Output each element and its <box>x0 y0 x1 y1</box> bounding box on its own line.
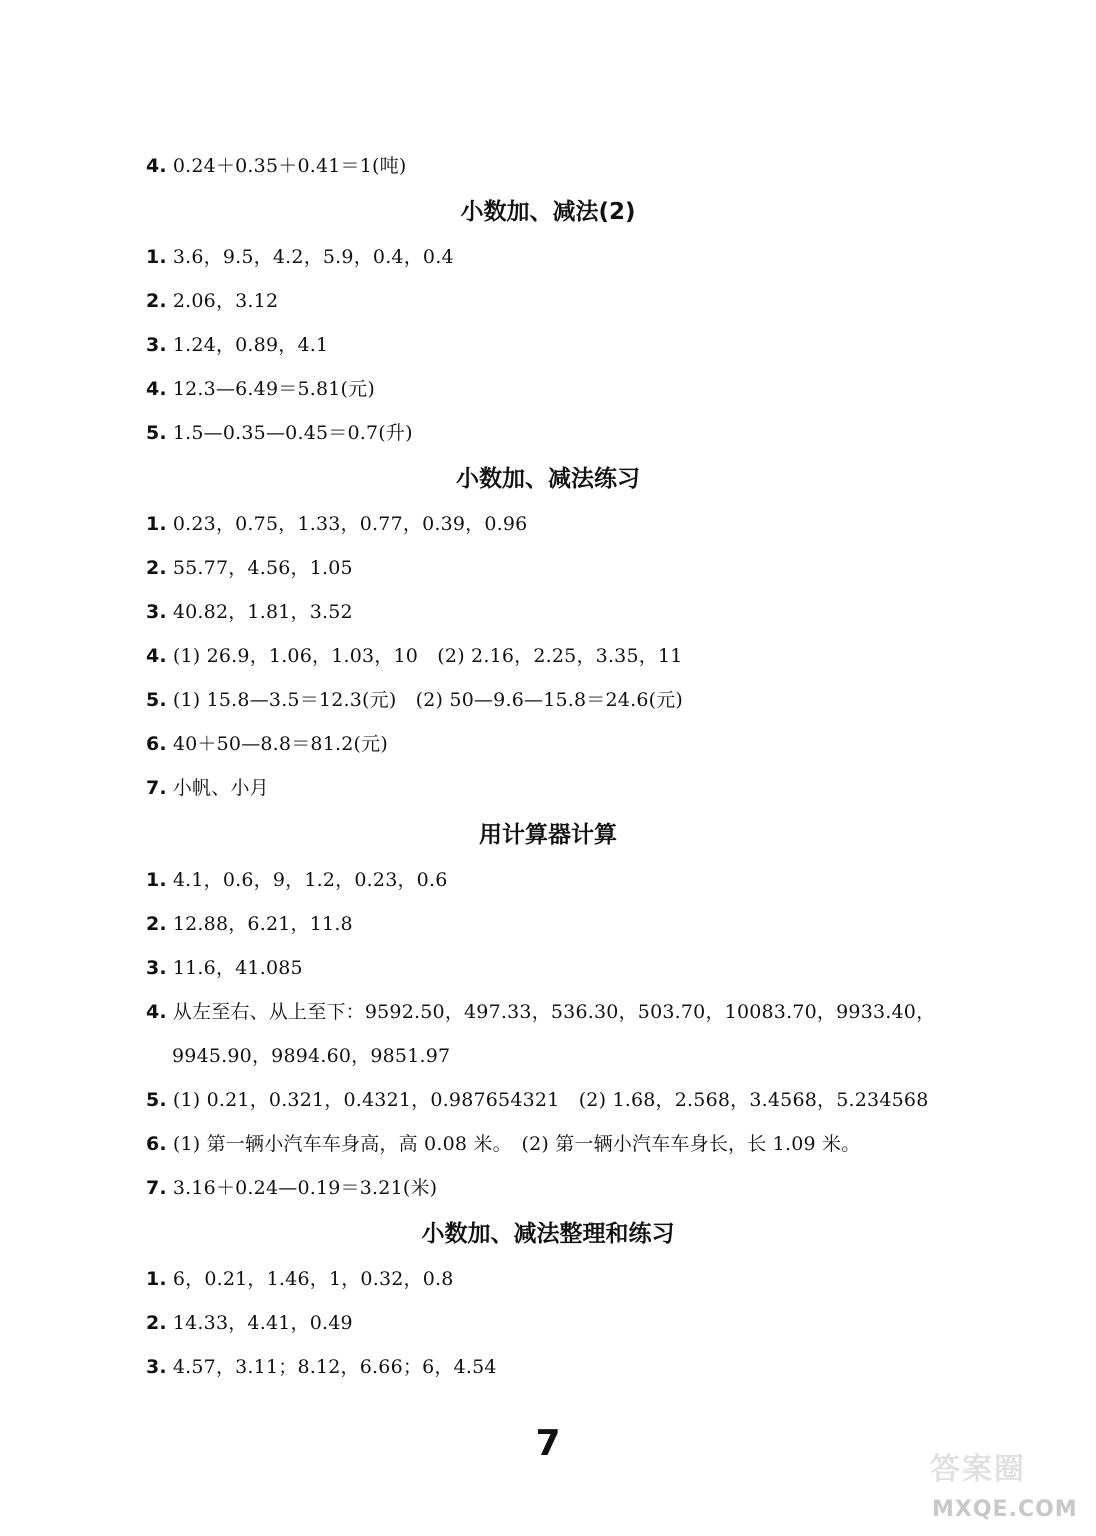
section-heading: 小数加、减法练习 <box>456 466 640 492</box>
answer-line <box>146 1355 497 1379</box>
item-number: 7. <box>146 777 167 799</box>
answer-line <box>146 421 413 445</box>
answer-line <box>146 377 375 401</box>
item-text: 从左至右、从上至下：9592.50，497.33，536.30，503.70，10083.70，9933.40， <box>172 1001 936 1023</box>
item-number: 2. <box>146 1312 167 1334</box>
item-text: 40＋50—8.8＝81.2(元) <box>172 733 388 755</box>
section-heading: 小数加、减法(2) <box>460 199 636 225</box>
item-text: 0.24＋0.35＋0.41＝1(吨) <box>172 155 407 177</box>
answer-line <box>146 912 353 936</box>
answer-line <box>146 644 683 668</box>
item-number: 1. <box>146 869 167 891</box>
item-text: 14.33，4.41，0.49 <box>172 1312 353 1334</box>
answer-line <box>146 154 406 178</box>
item-number: 5. <box>146 1089 167 1111</box>
answer-line <box>146 1176 437 1200</box>
item-text: 1.24，0.89，4.1 <box>172 334 329 356</box>
answer-line <box>146 289 278 313</box>
item-text: 3.16＋0.24—0.19＝3.21(米) <box>172 1177 438 1199</box>
section-heading: 用计算器计算 <box>479 822 617 848</box>
item-text: 1.5—0.35—0.45＝0.7(升) <box>172 422 413 444</box>
answer-line <box>146 1267 454 1291</box>
answer-line <box>146 245 454 269</box>
item-text: 2.06，3.12 <box>172 290 279 312</box>
item-text: 3.6，9.5，4.2，5.9，0.4，0.4 <box>172 246 454 268</box>
watermark-url: MXQE.COM <box>932 1497 1078 1522</box>
item-number: 4. <box>146 1001 167 1023</box>
item-number: 7. <box>146 1177 167 1199</box>
item-text: 55.77，4.56，1.05 <box>172 557 353 579</box>
item-number: 6. <box>146 733 167 755</box>
item-text: 12.3—6.49＝5.81(元) <box>172 378 375 400</box>
item-number: 1. <box>146 246 167 268</box>
answer-line <box>146 333 328 357</box>
item-number: 1. <box>146 513 167 535</box>
item-text: (1) 0.21，0.321，0.4321，0.987654321 (2) 1.68，2.568，3.4568，5.234568 <box>172 1089 929 1111</box>
item-number: 5. <box>146 689 167 711</box>
answer-line <box>146 688 683 712</box>
watermark-logo <box>930 1452 1080 1528</box>
answer-line <box>146 600 353 624</box>
item-number: 3. <box>146 334 167 356</box>
item-number: 2. <box>146 557 167 579</box>
answer-line <box>146 1311 353 1335</box>
item-number: 1. <box>146 1268 167 1290</box>
item-text: 6，0.21，1.46，1，0.32，0.8 <box>172 1268 454 1290</box>
section-heading: 小数加、减法整理和练习 <box>421 1221 675 1247</box>
item-text: (1) 15.8—3.5＝12.3(元) (2) 50—9.6—15.8＝24.6(元) <box>172 689 684 711</box>
item-text: 4.57，3.11；8.12，6.66；6，4.54 <box>172 1356 497 1378</box>
page-number: 7 <box>535 1423 561 1464</box>
item-number: 3. <box>146 1356 167 1378</box>
item-number: 3. <box>146 601 167 623</box>
item-number: 6. <box>146 1133 167 1155</box>
item-text: 11.6，41.085 <box>172 957 303 979</box>
answer-line <box>146 776 269 800</box>
item-text: 小帆、小月 <box>172 777 269 799</box>
item-number: 4. <box>146 645 167 667</box>
item-text: 0.23，0.75，1.33，0.77，0.39，0.96 <box>172 513 528 535</box>
item-number: 3. <box>146 957 167 979</box>
answer-line <box>146 1000 935 1024</box>
item-number: 4. <box>146 378 167 400</box>
item-number: 2. <box>146 290 167 312</box>
answer-line <box>146 512 527 536</box>
item-number: 2. <box>146 913 167 935</box>
item-text: 40.82，1.81，3.52 <box>172 601 353 623</box>
item-text: 4.1，0.6，9，1.2，0.23，0.6 <box>172 869 448 891</box>
watermark-title: 答案圈 <box>930 1452 1026 1487</box>
answer-line <box>146 1132 860 1156</box>
answer-line <box>146 1088 929 1112</box>
item-number: 4. <box>146 155 167 177</box>
answer-line <box>146 732 388 756</box>
item-text: (1) 26.9，1.06，1.03，10 (2) 2.16，2.25，3.35，11 <box>172 645 683 667</box>
answer-line <box>146 868 448 892</box>
item-text: 12.88，6.21，11.8 <box>172 913 353 935</box>
answer-line-continuation: 9945.90，9894.60，9851.97 <box>172 1045 451 1067</box>
answer-line <box>146 956 303 980</box>
answer-line <box>146 556 353 580</box>
item-number: 5. <box>146 422 167 444</box>
item-text: (1) 第一辆小汽车车身高，高 0.08 米。 (2) 第一辆小汽车车身长，长 1.09 米。 <box>172 1133 861 1155</box>
